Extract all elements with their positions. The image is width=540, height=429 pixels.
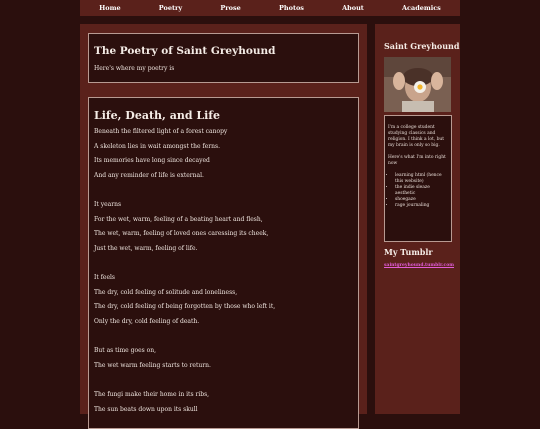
poem-line: And any reminder of life is external. <box>94 171 204 179</box>
intro-box <box>88 33 359 83</box>
poem-line: It yearns <box>94 201 122 208</box>
poem-line-blank <box>94 332 354 347</box>
poem-line: Beneath the filtered light of a forest canopy <box>94 128 228 135</box>
poem-line: Its memories have long since decayed <box>94 157 210 164</box>
poem-line: Just the wet, warm, feeling of life. <box>94 244 198 252</box>
poem-line-blank <box>94 376 354 391</box>
list-item: • learning html (hence this website) <box>395 173 448 185</box>
poem-body <box>94 128 354 420</box>
interests-list <box>388 173 448 209</box>
poem-line: A skeleton lies in wait amongst the ferns. <box>94 142 220 150</box>
poem-line: But as time goes on, <box>94 347 157 354</box>
list-item: • the indie sleaze aesthetic <box>395 185 448 197</box>
poem-line: The dry, cold feeling of solitude and loneliness, <box>94 288 238 296</box>
poem-box <box>88 97 359 429</box>
nav-photos-link[interactable]: Photos <box>279 4 304 12</box>
nav-about-link[interactable]: About <box>342 4 364 12</box>
page-subtitle: Here's where my poetry is <box>94 65 175 72</box>
poem-line: Only the dry, cold feeling of death. <box>94 317 200 325</box>
sidebar <box>375 24 460 414</box>
bio-text: I'm a college student studying classics and religion. I think a lot, but my brain is only so big. <box>388 125 445 148</box>
poem-line: It feels <box>94 274 116 281</box>
poem-line: The dry, cold feeling of being forgotten by those who left it, <box>94 303 276 310</box>
tumblr-link[interactable]: saintgreyhound.tumblr.com <box>384 263 455 268</box>
list-item: • shoegaze <box>395 197 448 203</box>
avatar-photo <box>384 57 451 112</box>
list-item: • rage journaling <box>395 203 448 209</box>
poem-line: The fungi make their home in its ribs, <box>94 391 210 398</box>
main-column <box>80 24 367 414</box>
interests-intro: Here's what I'm into right now <box>388 155 446 166</box>
avatar-image <box>384 57 451 112</box>
poem-line-blank <box>94 186 354 201</box>
bio-box <box>384 115 452 242</box>
poem-line: The wet, warm, feeling of loved ones caressing its cheek, <box>94 230 269 237</box>
nav-poetry-link[interactable]: Poetry <box>158 4 183 12</box>
poem-line: The wet warm feeling starts to return. <box>94 361 211 369</box>
poem-line: For the wet, warm, feeling of a beating heart and flesh, <box>94 215 263 223</box>
poem-line-blank <box>94 259 354 274</box>
tumblr-heading: My Tumblr <box>384 247 433 257</box>
nav-academics-link[interactable]: Academics <box>401 4 441 12</box>
nav-home-link[interactable]: Home <box>99 4 121 12</box>
poem-title: Life, Death, and Life <box>94 109 220 122</box>
poem-line: The sun beats down upon its skull <box>94 405 198 413</box>
nav-bar <box>80 0 460 16</box>
page-title: The Poetry of Saint Greyhound <box>94 45 276 57</box>
nav-prose-link[interactable]: Prose <box>220 4 241 12</box>
sidebar-title: Saint Greyhound <box>384 41 460 51</box>
